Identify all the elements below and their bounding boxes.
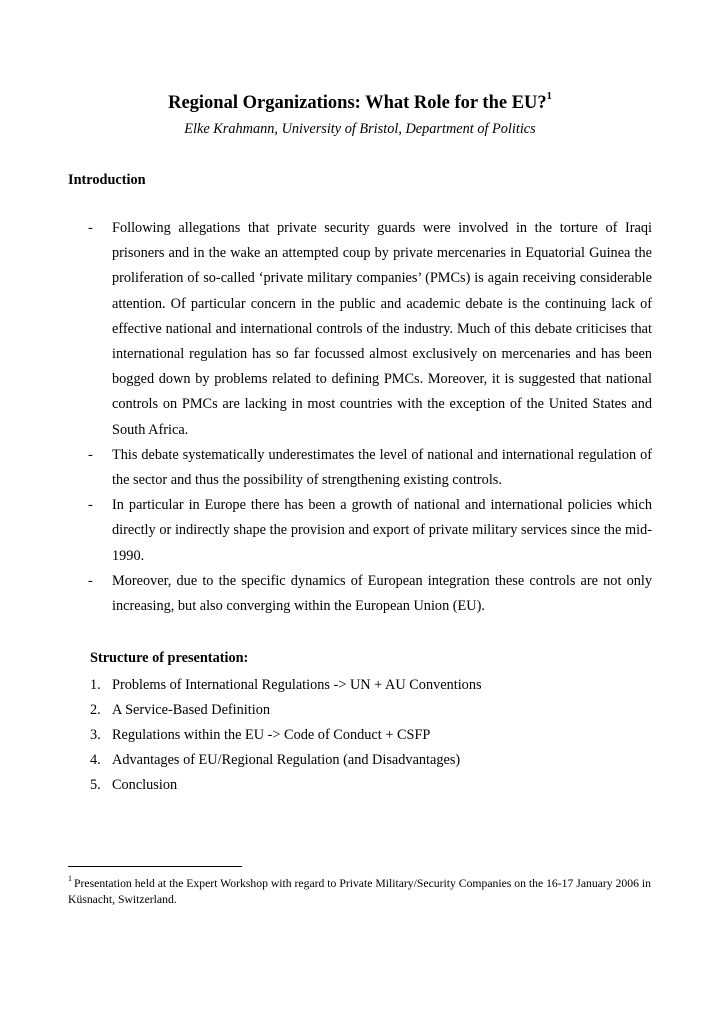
document-title	[0, 88, 720, 114]
introduction-bullet-list	[86, 216, 652, 619]
bullet-item	[86, 443, 652, 493]
bullet-text: Moreover, due to the specific dynamics of European integration these controls are not only increasing, but also converging within the European Union (EU).	[112, 572, 652, 615]
bullet-text: In particular in Europe there has been a growth of national and international policies which directly or indirectly shape the provision and export of private military services since the mid-1990.	[112, 497, 652, 564]
structure-item-number: 1.	[90, 677, 101, 693]
structure-section	[90, 648, 650, 798]
structure-item-number: 4.	[90, 752, 101, 768]
bullet-text: This debate systematically underestimates the level of national and international regulation of the sector and thus the possibility of strengthening existing controls.	[112, 446, 652, 489]
structure-item-text: A Service-Based Definition	[112, 702, 271, 718]
bullet-text: Following allegations that private security guards were involved in the torture of Iraqi prisoners and in the wake an attempted coup by private mercenaries in Equatorial Guinea the proliferation of so-called ‘private military companies’ (PMCs) is again receiving considerable attention. Of particular concern in the public and academic debate is the continuing lack of effective national and international controls of the industry. Much of this debate criticises that international regulation has so far focussed almost exclusively on mercenaries and has been bogged down by problems related to defining PMCs. Moreover, it is suggested that national controls on PMCs are lacking in most countries with the exception of the United States and South Africa.	[112, 220, 652, 438]
footnote-marker: 1	[68, 874, 72, 883]
structure-item-text: Regulations within the EU -> Code of Conduct + CSFP	[112, 727, 431, 743]
structure-item-number: 3.	[90, 727, 101, 743]
structure-item	[90, 773, 650, 798]
footnote	[68, 872, 658, 908]
bullet-item	[86, 216, 652, 443]
structure-item	[90, 748, 650, 773]
bullet-dash: -	[88, 220, 93, 236]
bullet-dash: -	[88, 497, 93, 514]
bullet-item	[86, 493, 652, 569]
structure-item-text: Problems of International Regulations -> UN + AU Conventions	[112, 677, 482, 693]
title-footnote-marker[interactable]: 1	[546, 91, 552, 102]
structure-heading: Structure of presentation:	[90, 650, 249, 666]
structure-list	[90, 673, 650, 798]
document-title-text: Regional Organizations: What Role for the EU?	[168, 93, 547, 114]
structure-item-text: Conclusion	[112, 777, 178, 793]
bullet-dash: -	[88, 446, 93, 463]
bullet-item	[86, 569, 652, 619]
author-line: Elke Krahmann, University of Bristol, Department of Politics	[184, 121, 536, 137]
bullet-dash: -	[88, 572, 93, 589]
structure-item	[90, 673, 650, 698]
footnote-separator	[68, 866, 242, 867]
structure-item	[90, 698, 650, 723]
footnote-text: Presentation held at the Expert Workshop with regard to Private Military/Security Companies on the 16-17 January 2006 in Küsnacht, Switzerland.	[68, 876, 651, 906]
structure-item-number: 5.	[90, 777, 101, 793]
structure-item	[90, 723, 650, 748]
structure-item-text: Advantages of EU/Regional Regulation (and Disadvantages)	[112, 752, 461, 768]
structure-item-number: 2.	[90, 702, 101, 718]
introduction-heading: Introduction	[68, 172, 146, 188]
